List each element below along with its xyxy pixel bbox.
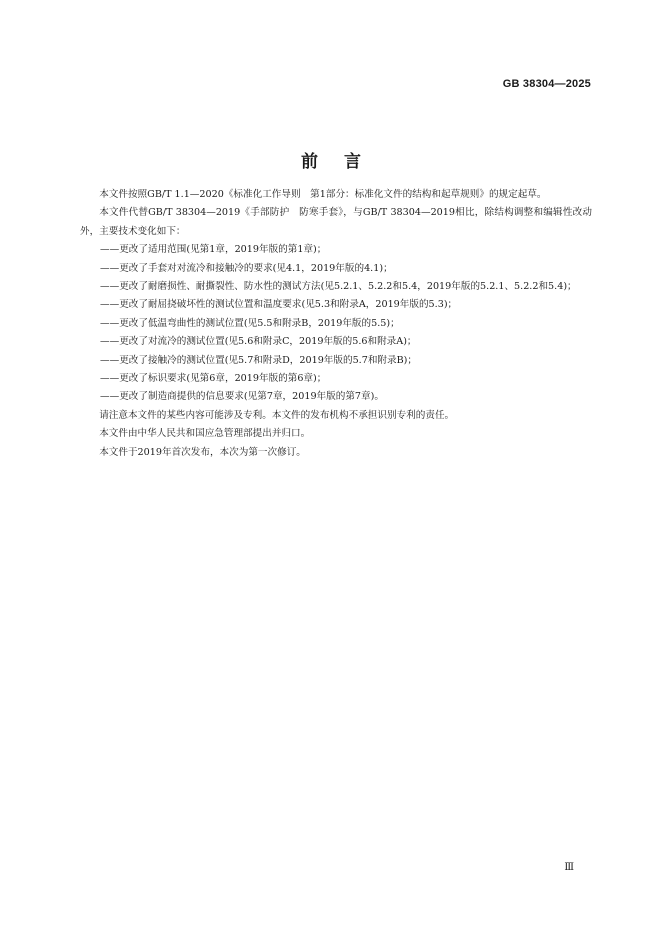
- change-item: ——更改了手套对对流冷和接触冷的要求(见4.1，2019年版的4.1)；: [100, 262, 393, 274]
- technical-changes-list: [80, 241, 592, 407]
- replacement-statement: 本文件代替GB/T 38304—2019《手部防护 防寒手套》，与GB/T 38304—2019相比，除结构调整和编辑性改动外，主要技术变化如下：: [80, 207, 592, 237]
- change-item: ——更改了适用范围(见第1章，2019年版的第1章)；: [100, 244, 327, 256]
- page-number: Ⅲ: [564, 862, 574, 873]
- page-title: 前言: [301, 152, 387, 173]
- change-item: ——更改了耐磨损性、耐撕裂性、防水性的测试方法(见5.2.1、5.2.2和5.4，2019年版的5.2.1、5.2.2和5.4)；: [100, 281, 577, 293]
- standard-number: GB 38304—2025: [502, 78, 591, 90]
- publication-history: 本文件于2019年首次发布，本次为第一次修订。: [99, 446, 306, 458]
- change-item: ——更改了制造商提供的信息要求(见第7章，2019年版的第7章)。: [100, 391, 384, 403]
- patent-notice: 请注意本文件的某些内容可能涉及专利。本文件的发布机构不承担识别专利的责任。: [99, 409, 455, 421]
- change-item: ——更改了标识要求(见第6章，2019年版的第6章)；: [100, 373, 327, 385]
- change-item: ——更改了低温弯曲性的测试位置(见5.5和附录B，2019年版的5.5)；: [100, 317, 400, 329]
- drafting-statement: 本文件按照GB/T 1.1—2020《标准化工作导则 第1部分：标准化文件的结构和起草规则》的规定起草。: [99, 189, 547, 200]
- proposer-statement: 本文件由中华人民共和国应急管理部提出并归口。: [99, 428, 311, 440]
- change-item: ——更改了对流冷的测试位置(见5.6和附录C，2019年版的5.6和附录A)；: [100, 336, 417, 348]
- change-item: ——更改了耐屈挠破坏性的测试位置和温度要求(见5.3和附录A，2019年版的5.3)；: [100, 299, 458, 311]
- change-item: ——更改了接触冷的测试位置(见5.7和附录D，2019年版的5.7和附录B)；: [100, 354, 418, 366]
- foreword-body: [80, 186, 592, 462]
